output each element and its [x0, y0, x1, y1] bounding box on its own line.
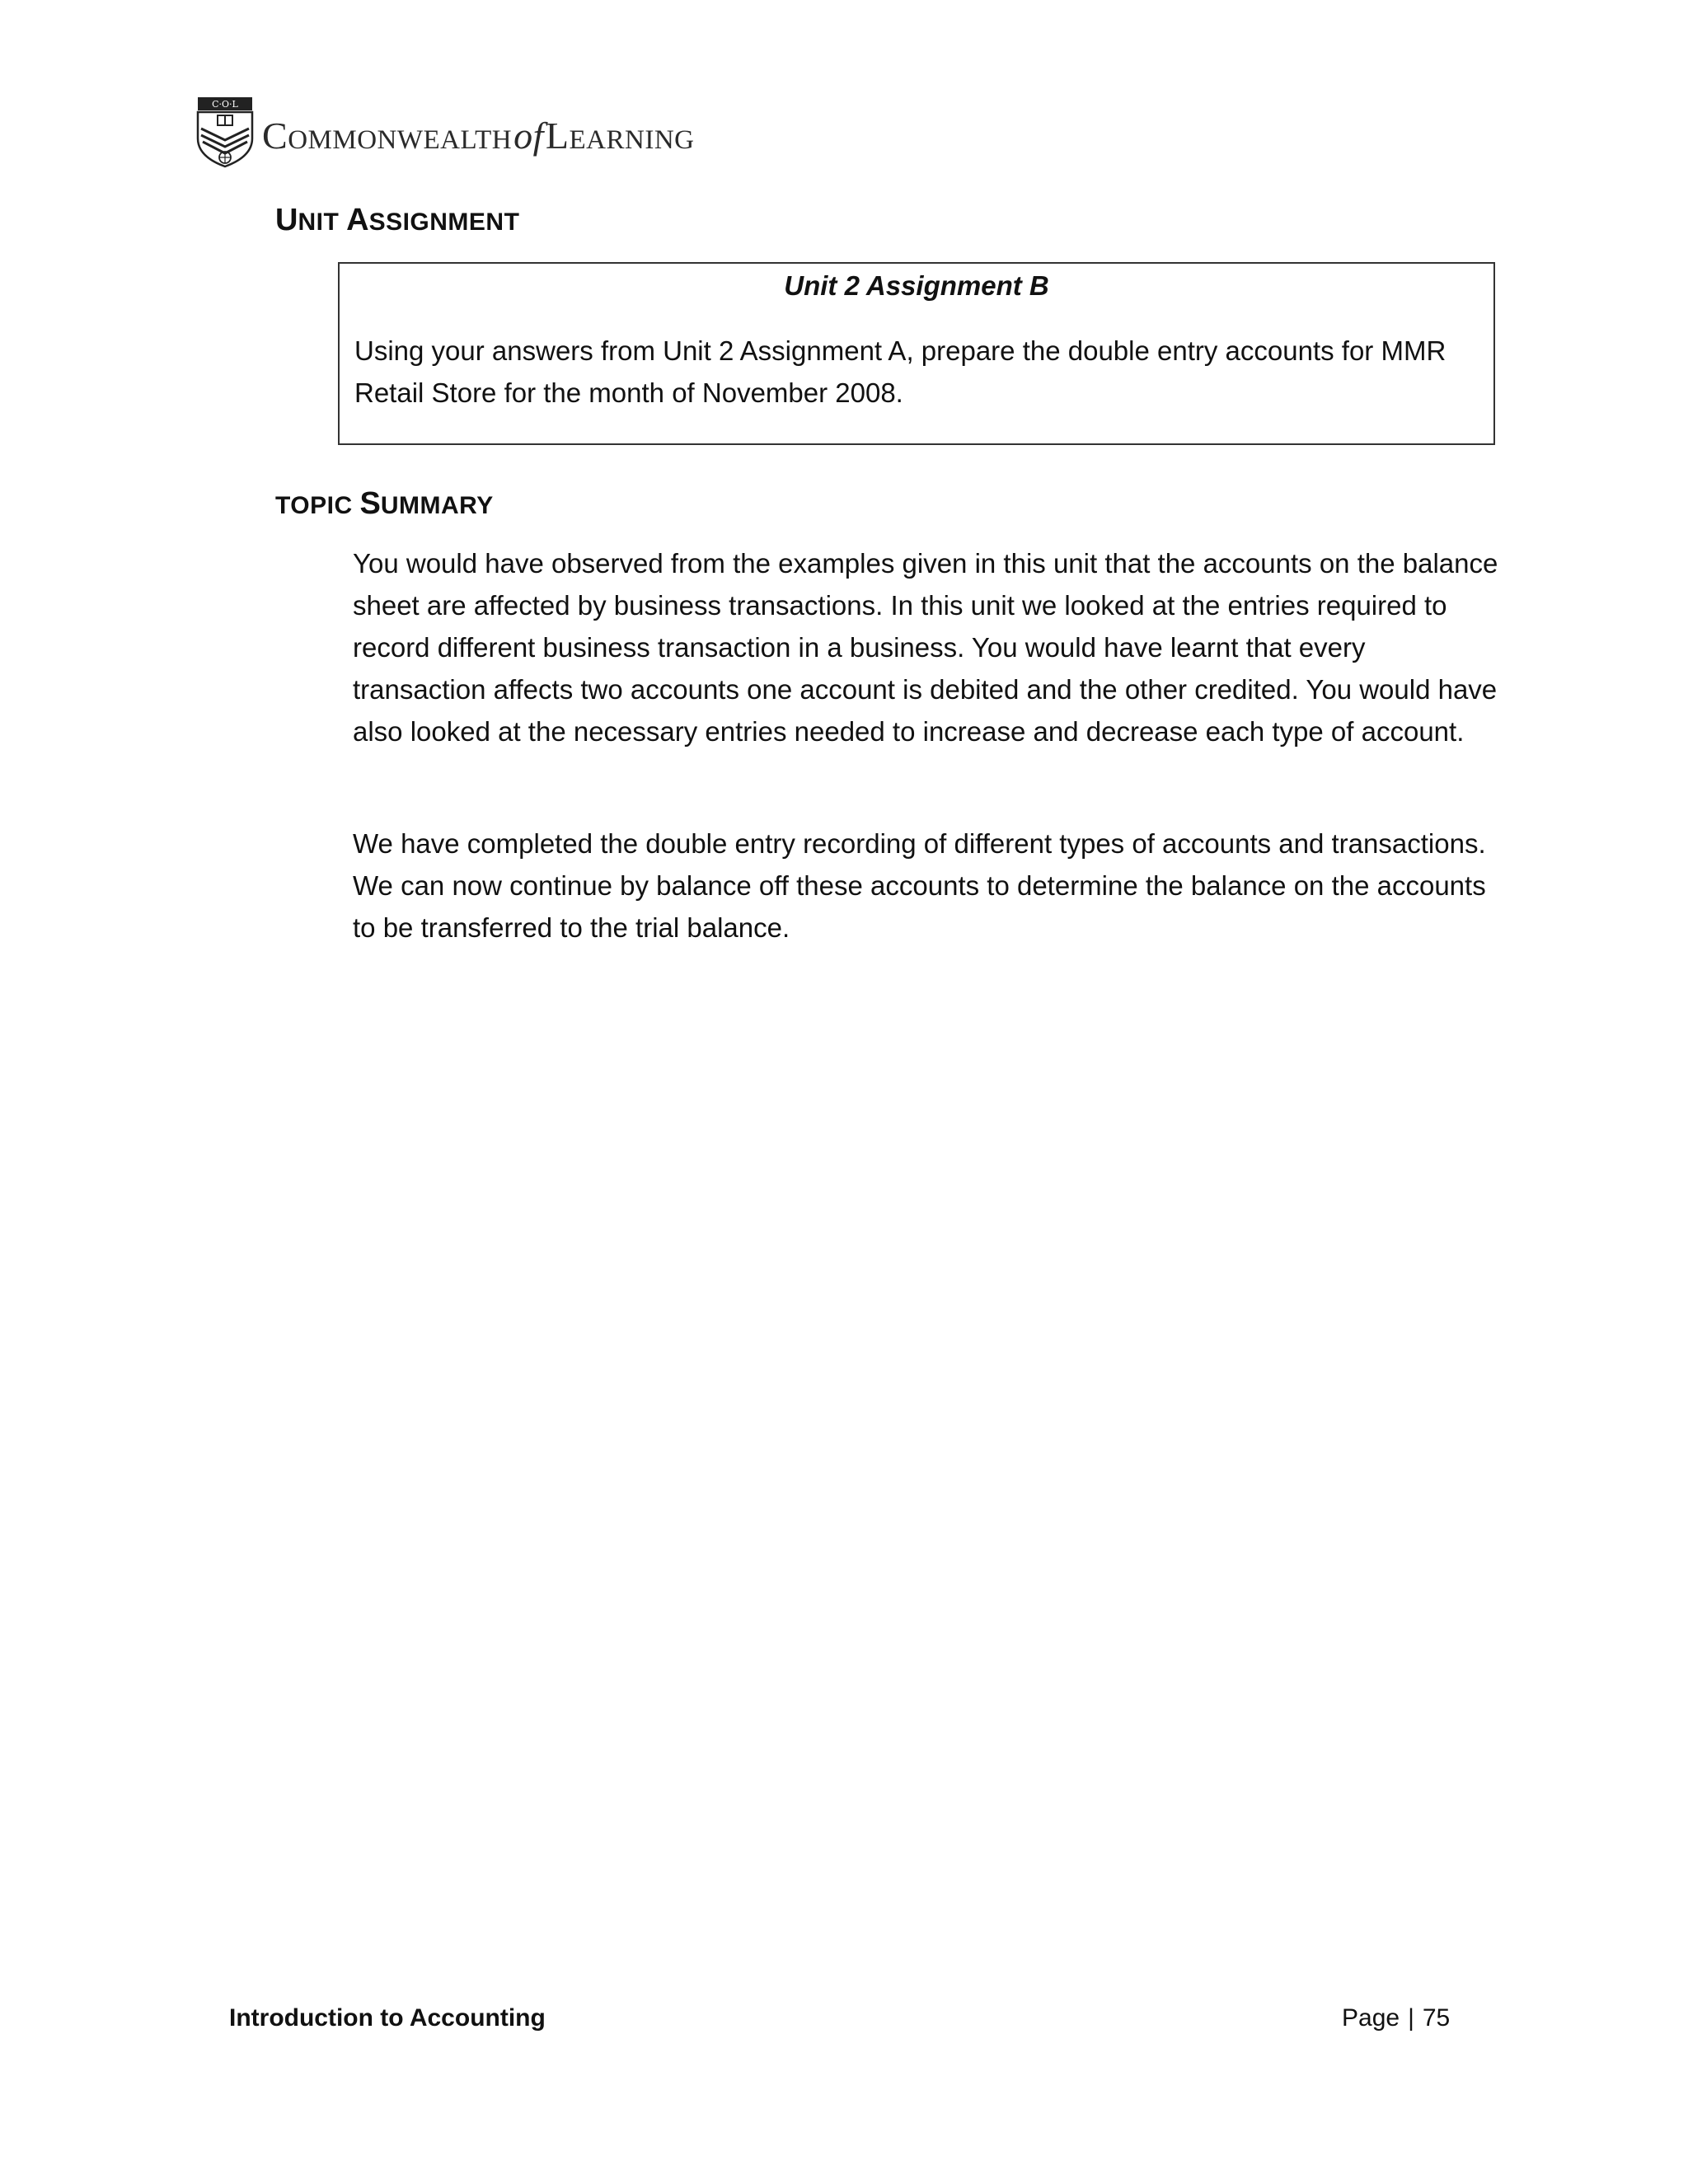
unit-assignment-heading: UNIT ASSIGNMENT [275, 203, 520, 237]
summary-paragraph-1: You would have observed from the examples given in this unit that the accounts on the balance sheet are affected by business transactions. In this unit we looked at the entries required to record different business transaction in a business. You would have learnt that every transaction affects two accounts one account is debited and the other credited. You would have also looked at the necessary entries needed to increase and decrease each type of account. [353, 548, 1498, 747]
topic-summary-heading: TOPIC SUMMARY [275, 486, 494, 521]
assignment-box [338, 262, 1495, 445]
col-logo [196, 96, 695, 168]
page-label: Page [1342, 2004, 1400, 2032]
logo-wordmark: COMMONWEALTHofLEARNING [262, 114, 695, 157]
shield-crest-icon [196, 96, 254, 168]
crest-text: C·O·L [212, 99, 238, 110]
assignment-title: Unit 2 Assignment B [784, 270, 1049, 301]
summary-paragraph-2: We have completed the double entry recording of different types of accounts and transactions. We can now continue by balance off these accounts to determine the balance on the accounts to be transferred to the trial balance. [353, 828, 1486, 943]
footer-course-title: Introduction to Accounting [229, 2004, 546, 2032]
footer-page-number [1342, 2004, 1450, 2032]
assignment-text: Using your answers from Unit 2 Assignment A, prepare the double entry accounts for MMR Retail Store for the month of November 2008. [354, 335, 1447, 408]
page-number: 75 [1422, 2004, 1451, 2032]
page-separator: | [1408, 2004, 1414, 2032]
